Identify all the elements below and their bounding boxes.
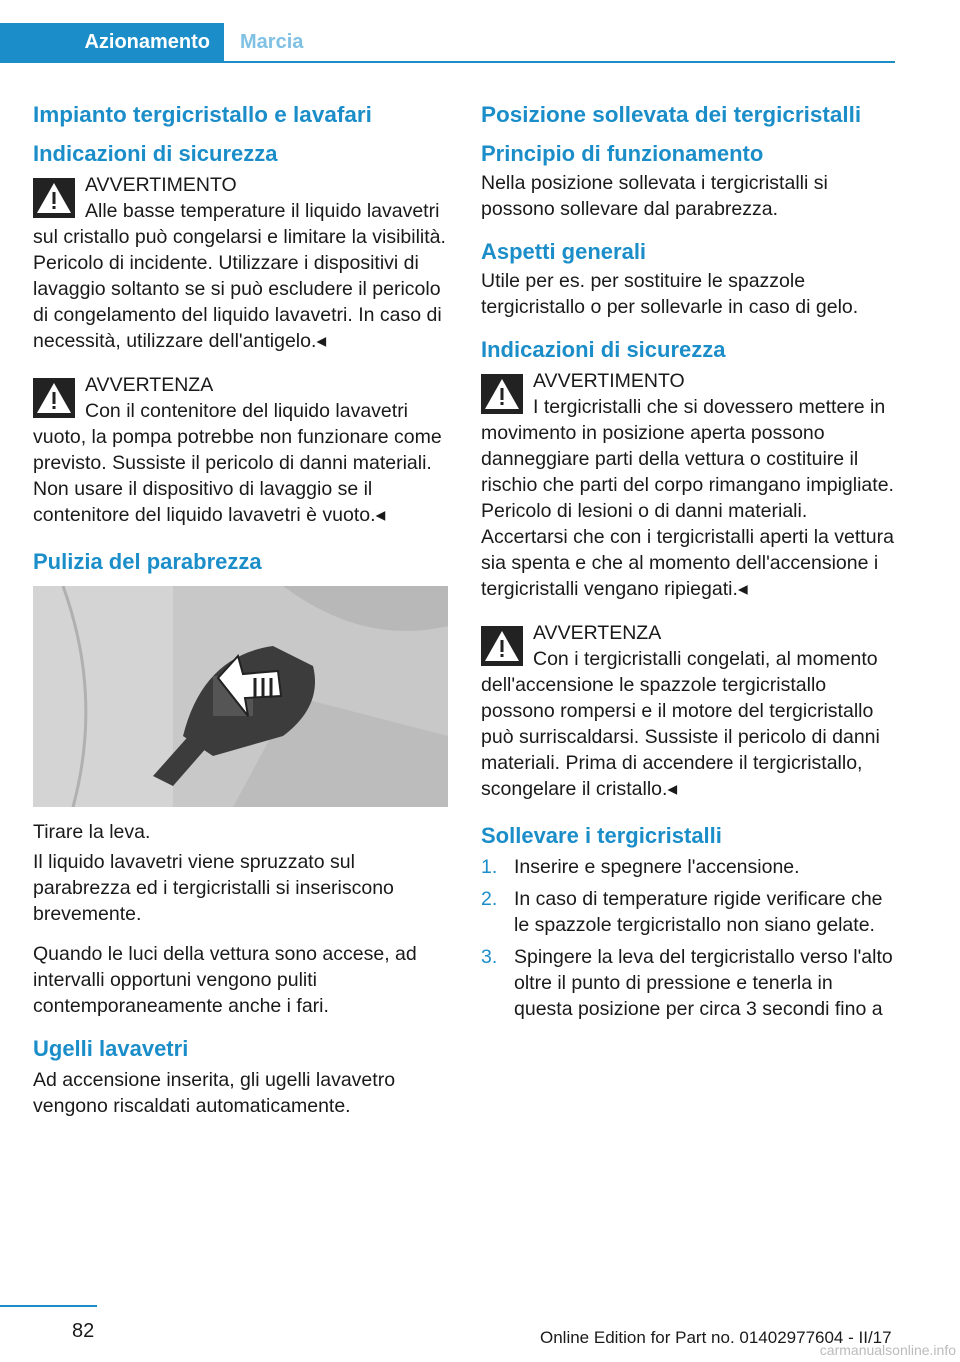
step-number: 3. bbox=[481, 946, 498, 968]
general-text: Utile per es. per sostituire le spazzole tergicristallo o per sollevarle in caso di gelo. bbox=[481, 270, 859, 318]
section-tab-bar bbox=[0, 23, 895, 63]
step-number: 1. bbox=[481, 856, 498, 878]
watermark: carmanualsonline.info bbox=[819, 1342, 956, 1358]
warning-title: AVVERTIMENTO bbox=[533, 370, 685, 392]
list-item bbox=[481, 886, 896, 938]
safety-heading: Indicazioni di sicurezza bbox=[481, 337, 726, 362]
tab-azionamento[interactable]: Azionamento bbox=[0, 23, 224, 61]
warning-text: I tergicristalli che si dovessero mettere in movimento in posizione aperta possono danneggiare parti della vettura o costituire il rischio che parti del corpo rimangano impigliate. Pericolo di lesioni o di danni materiali. Accertarsi che con i tergicristalli aperti la vettura sia spenta e che al momento dell'accensione i tergicristalli vengano ripiegati.◂ bbox=[481, 396, 894, 600]
list-item bbox=[481, 944, 896, 1022]
step-number: 2. bbox=[481, 888, 498, 910]
warning-block bbox=[33, 172, 448, 354]
general-heading: Aspetti generali bbox=[481, 239, 647, 264]
left-column bbox=[33, 98, 448, 1133]
caution-text: Con il contenitore del liquido lavavetri vuoto, la pompa potrebbe non funzionare come previsto. Sussiste il pericolo di danni materiali. Non usare il dispositivo di lavaggio se il contenitore del liquido lavavetri è vuoto.◂ bbox=[33, 400, 442, 526]
edition-info: Online Edition for Part no. 01402977604 - II/17 bbox=[540, 1328, 892, 1347]
pull-lever-text: Tirare la leva. bbox=[33, 821, 151, 843]
safety-heading: Indicazioni di sicurezza bbox=[33, 141, 278, 166]
section-heading-wiper-washer: Impianto tergicristallo e lavafari bbox=[33, 102, 372, 127]
warning-block bbox=[481, 368, 896, 602]
caution-text: Con i tergicristalli congelati, al momento dell'accensione le spazzole tergicristallo possono rompersi e il motore del tergicristallo può surriscaldarsi. Sussiste il pericolo di danni materiali. Prima di accendere il tergicristallo, scongelare il cristallo.◂ bbox=[481, 648, 880, 800]
section-heading-wiper-raised: Posizione sollevata dei tergicristalli bbox=[481, 102, 862, 127]
warning-triangle-icon bbox=[33, 378, 75, 418]
washer-nozzles-text: Ad accensione inserita, gli ugelli lavavetro vengono riscaldati automaticamente. bbox=[33, 1069, 396, 1117]
step-text: In caso di temperature rigide verificare che le spazzole tergicristallo non siano gelate. bbox=[514, 888, 883, 936]
warning-triangle-icon bbox=[481, 626, 523, 666]
washer-nozzles-heading: Ugelli lavavetri bbox=[33, 1036, 189, 1061]
warning-text: Alle basse temperature il liquido lavavetri sul cristallo può congelarsi e limitare la visibilità. Pericolo di incidente. Utilizzare i dispositivi di lavaggio soltanto se si può escludere il pericolo di congelamento del liquido lavavetri. In caso di necessità, utilizzare dell'antigelo.◂ bbox=[33, 200, 446, 352]
page-number: 82 bbox=[72, 1320, 95, 1342]
caution-block bbox=[481, 620, 896, 802]
list-item bbox=[481, 854, 896, 880]
warning-triangle-icon bbox=[481, 374, 523, 414]
caution-block bbox=[33, 372, 448, 528]
caution-title: AVVERTENZA bbox=[533, 622, 662, 644]
step-text: Spingere la leva del tergicristallo verso l'alto oltre il punto di pressione e tenerla in questa posizione per circa 3 secondi fino a bbox=[514, 946, 893, 1020]
wiper-lever-illustration bbox=[33, 586, 448, 807]
headlight-cleaning-description: Quando le luci della vettura sono accese, ad intervalli opportuni vengono puliti contemporaneamente anche i fari. bbox=[33, 943, 417, 1017]
footer-rule bbox=[0, 1305, 97, 1307]
raise-steps-list bbox=[481, 854, 896, 1022]
principle-text: Nella posizione sollevata i tergicristalli si possono sollevare dal parabrezza. bbox=[481, 172, 828, 220]
warning-title: AVVERTIMENTO bbox=[85, 174, 237, 196]
principle-heading: Principio di funzionamento bbox=[481, 141, 764, 166]
warning-triangle-icon bbox=[33, 178, 75, 218]
raise-wipers-heading: Sollevare i tergicristalli bbox=[481, 823, 722, 848]
right-column bbox=[481, 98, 896, 1028]
step-text: Inserire e spegnere l'accensione. bbox=[514, 856, 800, 878]
wiper-lever-drawing bbox=[33, 586, 448, 807]
tab-marcia[interactable]: Marcia bbox=[240, 31, 304, 53]
windshield-cleaning-heading: Pulizia del parabrezza bbox=[33, 549, 262, 574]
spray-description: Il liquido lavavetri viene spruzzato sul parabrezza ed i tergicristalli si inseriscono brevemente. bbox=[33, 851, 394, 925]
caution-title: AVVERTENZA bbox=[85, 374, 214, 396]
